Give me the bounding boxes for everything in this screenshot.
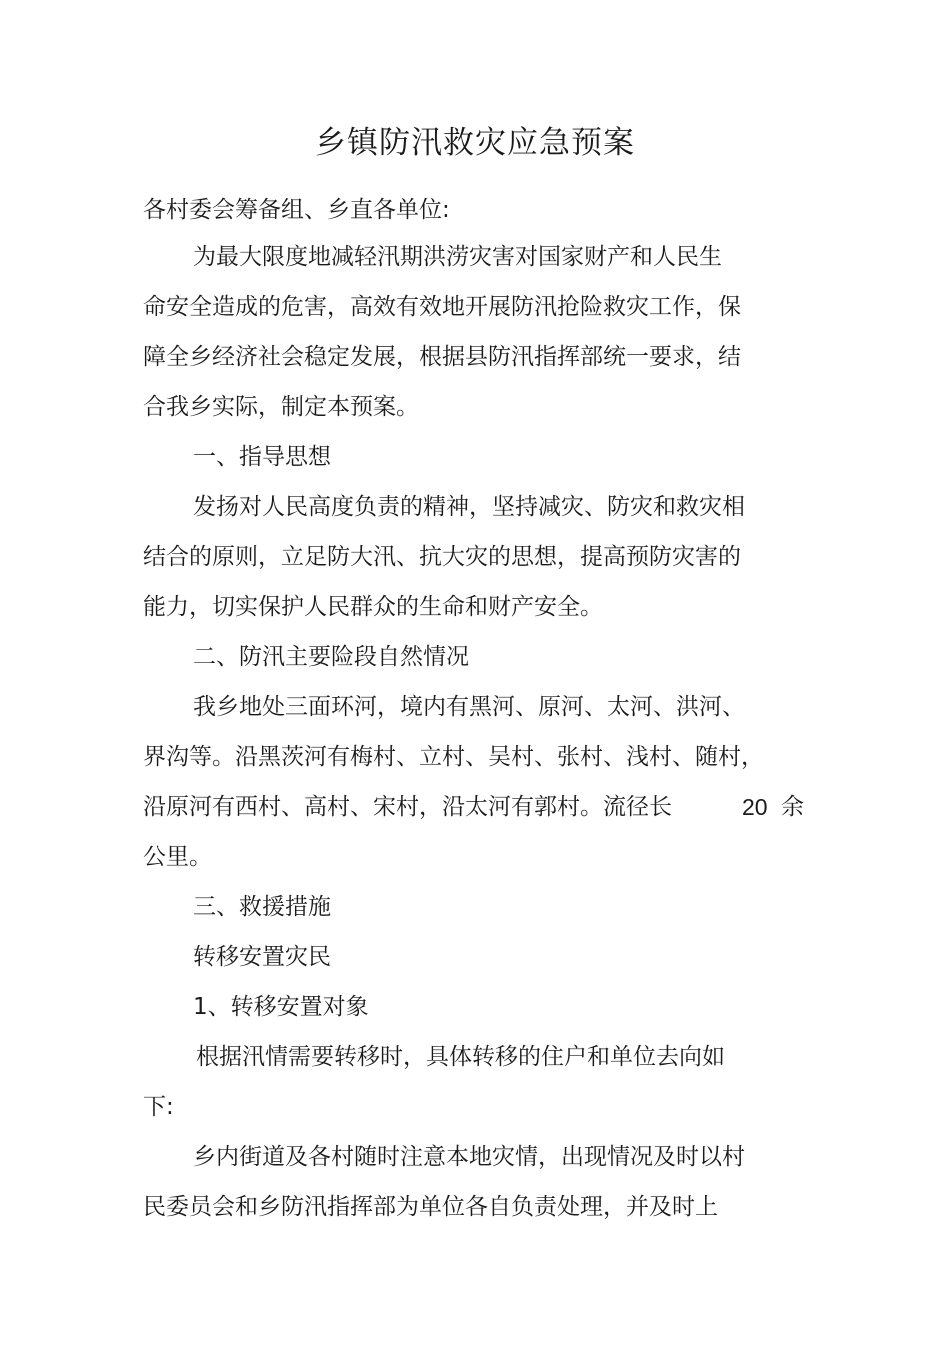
document-title: 乡镇防汛救灾应急预案 <box>315 125 635 161</box>
salutation-line: 各村委会筹备组、乡直各单位: <box>143 197 450 223</box>
paragraph-line: 能力，切实保护人民群众的生命和财产安全。 <box>143 594 603 620</box>
paragraph-line: 沿原河有西村、高村、宋村，沿太河有郭村。流径长 <box>143 794 672 820</box>
length-unit-prefix: 余 <box>781 794 804 820</box>
paragraph-line: 乡内街道及各村随时注意本地灾情，出现情况及时以村 <box>193 1144 745 1170</box>
paragraph-line: 界沟等。沿黑茨河有梅村、立村、吴村、张村、浅村、随村， <box>143 744 764 770</box>
paragraph-line: 民委员会和乡防汛指挥部为单位各自负责处理，并及时上 <box>143 1194 718 1220</box>
paragraph-line: 我乡地处三面环河，境内有黑河、原河、太河、洪河、 <box>193 694 745 720</box>
paragraph-line: 合我乡实际，制定本预案。 <box>143 394 419 420</box>
paragraph-line: 下: <box>143 1094 174 1120</box>
paragraph-line: 为最大限度地减轻汛期洪涝灾害对国家财产和人民生 <box>193 244 722 270</box>
subsection-heading: 1、转移安置对象 <box>193 994 369 1020</box>
section-heading: 二、防汛主要险段自然情况 <box>193 644 469 670</box>
subsection-heading: 转移安置灾民 <box>193 944 331 970</box>
paragraph-line: 障全乡经济社会稳定发展，根据县防汛指挥部统一要求，结 <box>143 344 741 370</box>
section-heading: 一、指导思想 <box>193 444 331 470</box>
length-number: 20 <box>742 794 768 820</box>
section-heading: 三、救援措施 <box>193 894 331 920</box>
paragraph-line: 命安全造成的危害，高效有效地开展防汛抢险救灾工作，保 <box>143 294 741 320</box>
paragraph-line: 根据汛情需要转移时，具体转移的住户和单位去向如 <box>196 1044 725 1070</box>
paragraph-line: 公里。 <box>143 844 212 870</box>
paragraph-line: 发扬对人民高度负责的精神，坚持减灾、防灾和救灾相 <box>193 494 745 520</box>
paragraph-line: 结合的原则，立足防大汛、抗大灾的思想，提高预防灾害的 <box>143 544 741 570</box>
